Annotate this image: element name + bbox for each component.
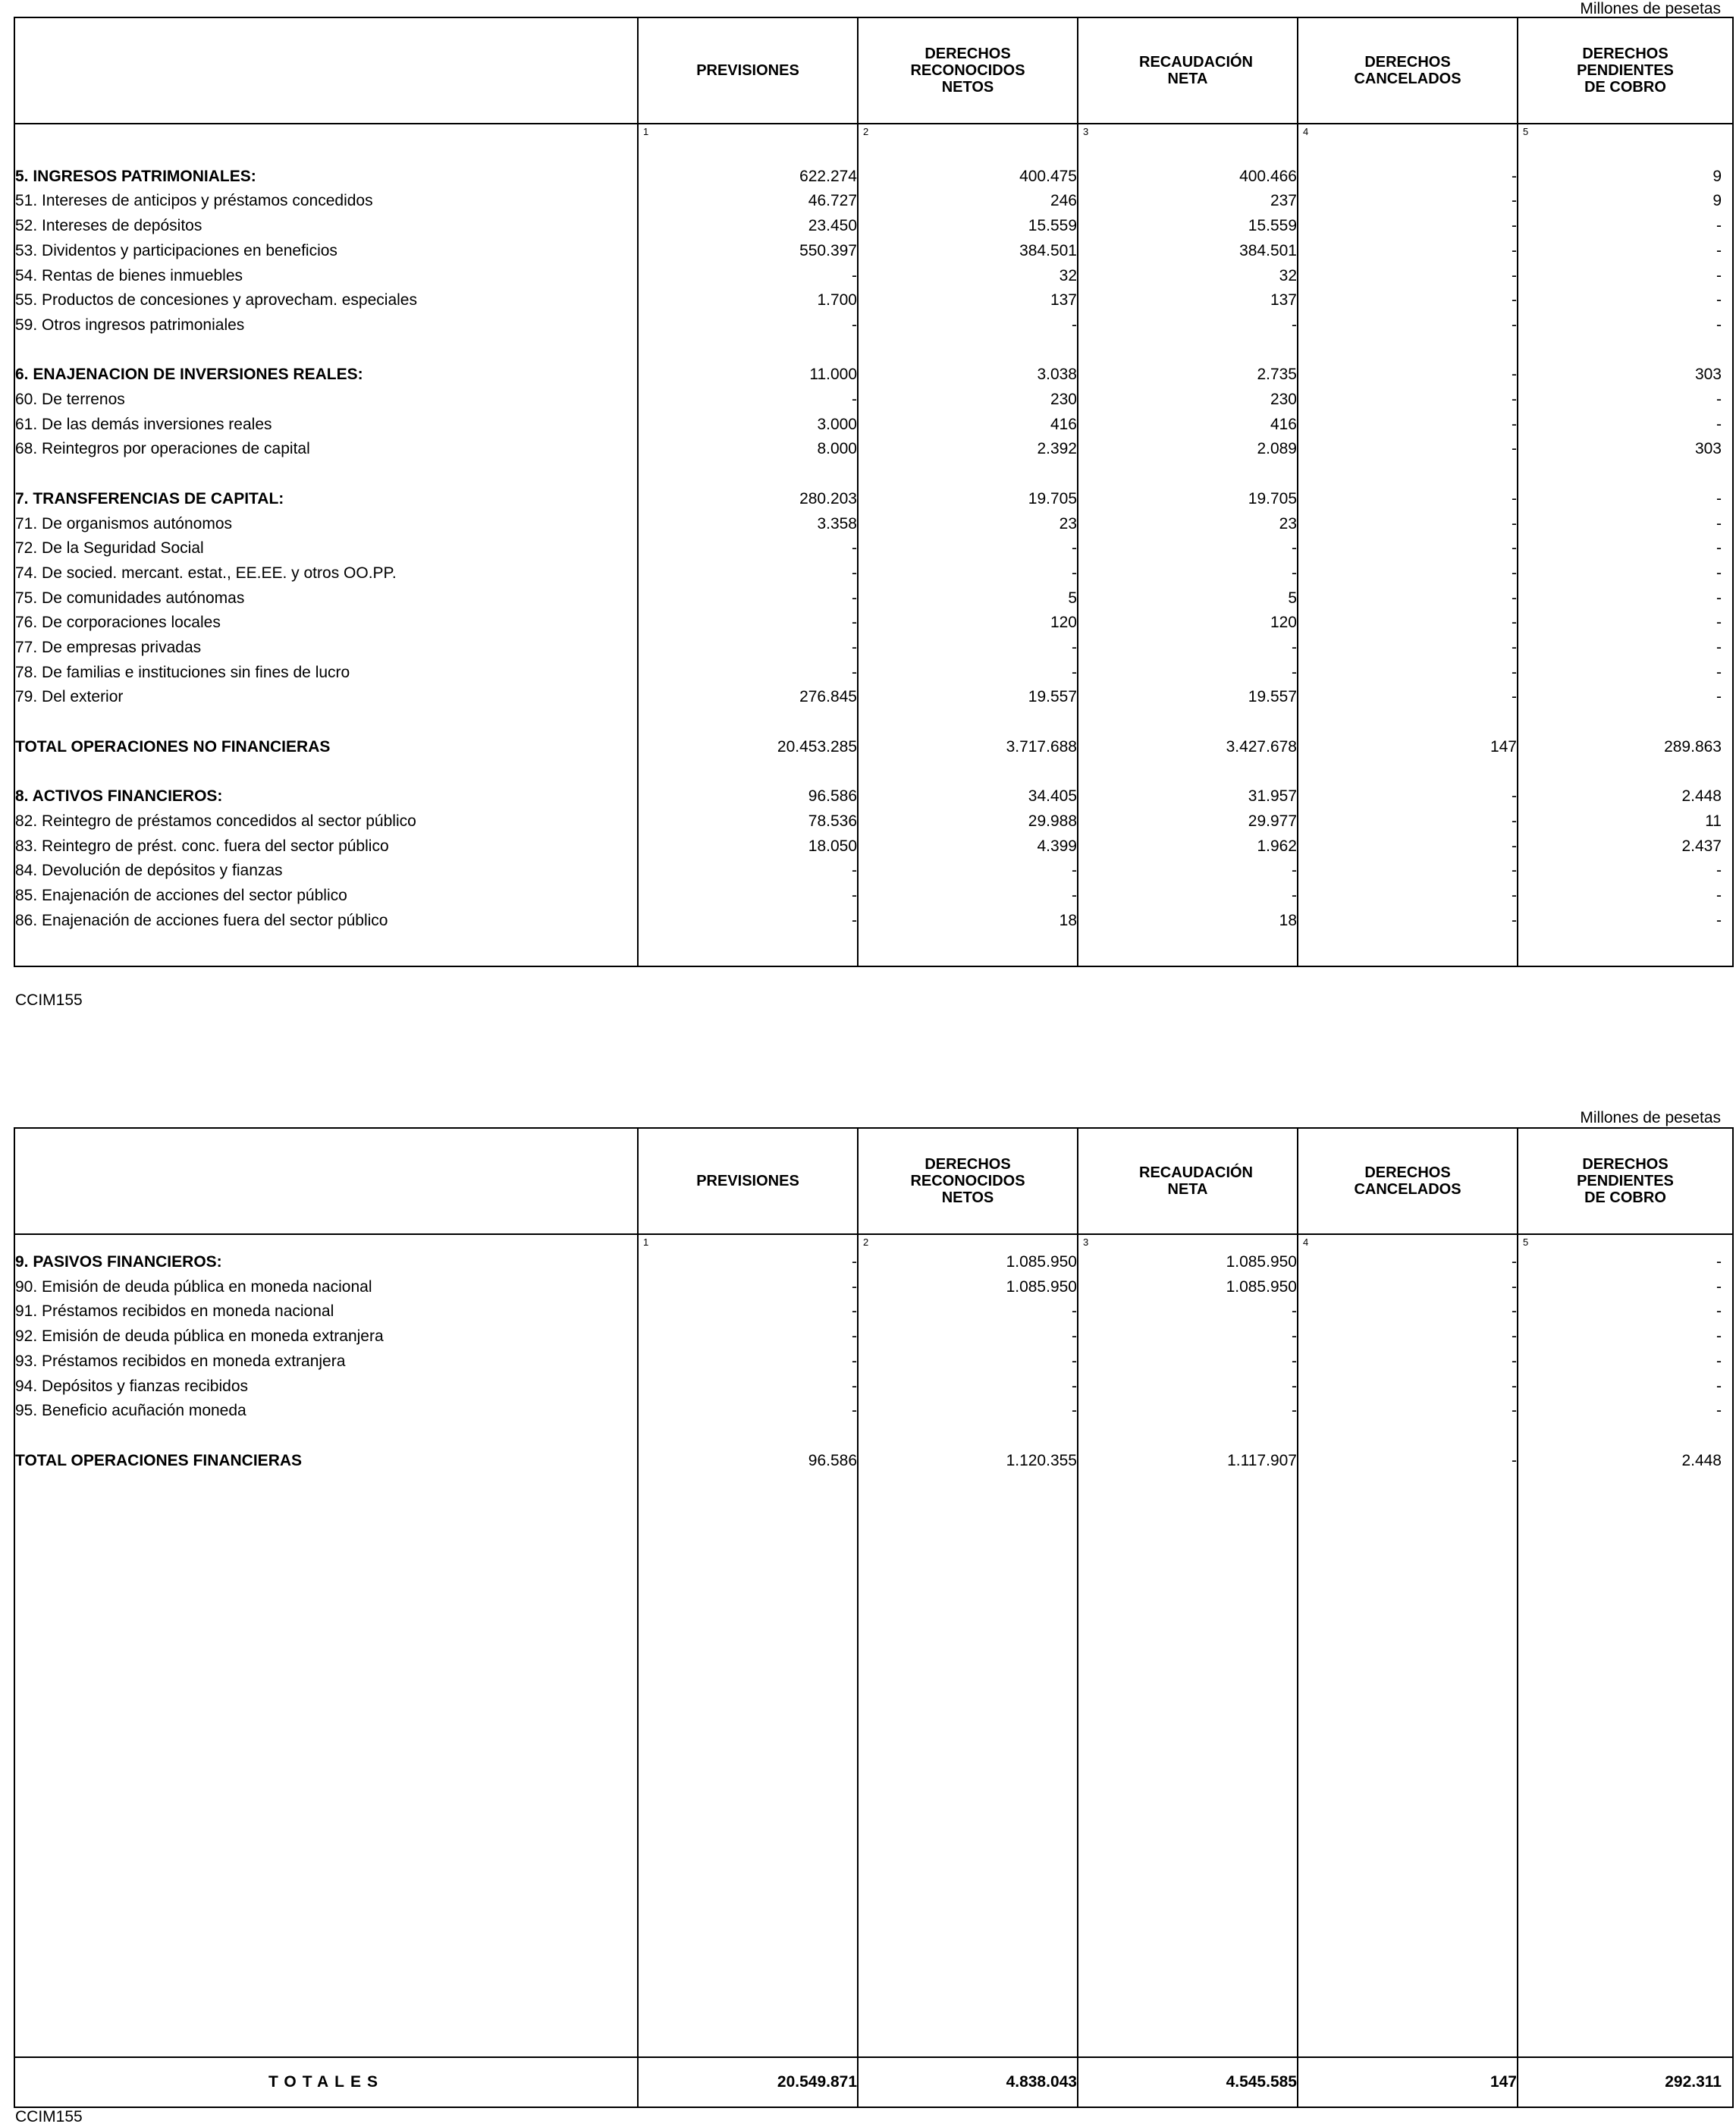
spacer-row	[14, 462, 1733, 487]
row-label: TOTAL OPERACIONES FINANCIERAS	[14, 1449, 638, 1474]
column-number: 5	[1523, 126, 1529, 137]
totales-label: TOTALES	[14, 2057, 638, 2107]
cell-value: -	[1298, 685, 1518, 710]
header-derechos-cancelados: DERECHOS CANCELADOS	[1298, 1128, 1518, 1234]
cell-value: -	[1298, 536, 1518, 561]
cell-value: -	[1078, 1324, 1298, 1349]
table-row	[14, 611, 1733, 636]
row-label: 54. Rentas de bienes inmuebles	[14, 264, 638, 289]
cell-value: -	[638, 636, 858, 661]
cell-value: -	[858, 1375, 1078, 1400]
cell-value: 32	[858, 264, 1078, 289]
table-row	[14, 834, 1733, 859]
header-derechos-reconocidos: DERECHOS RECONOCIDOS NETOS	[858, 1128, 1078, 1234]
table-row	[14, 189, 1733, 214]
cell-value: -	[1298, 1299, 1518, 1324]
cell-value: -	[1298, 363, 1518, 388]
cell-value: -	[1078, 561, 1298, 586]
cell-value: -	[1298, 437, 1518, 462]
table-row	[14, 859, 1733, 884]
row-label: 83. Reintegro de prést. conc. fuera del sector público	[14, 834, 638, 859]
cell-value: 2.089	[1078, 437, 1298, 462]
cell-value: -	[858, 636, 1078, 661]
column-number: 4	[1303, 126, 1309, 137]
cell-value: 4.399	[858, 834, 1078, 859]
cell-value: -	[858, 536, 1078, 561]
cell-value: 5	[858, 586, 1078, 611]
cell-value: -	[1518, 214, 1733, 239]
category-row	[14, 487, 1733, 512]
revenue-table-1	[14, 17, 1734, 967]
empty-space-row	[14, 1473, 1733, 2057]
row-label: 68. Reintegros por operaciones de capital	[14, 437, 638, 462]
cell-value: 276.845	[638, 685, 858, 710]
table-row	[14, 561, 1733, 586]
table-row	[14, 413, 1733, 438]
cell-value: -	[1518, 264, 1733, 289]
cell-value: 1.085.950	[858, 1275, 1078, 1300]
cell-value: -	[1298, 1399, 1518, 1424]
cell-value: -	[1298, 487, 1518, 512]
table-row	[14, 685, 1733, 710]
cell-value: -	[1518, 388, 1733, 413]
row-label: 51. Intereses de anticipos y préstamos concedidos	[14, 189, 638, 214]
units-label: Millones de pesetas	[1580, 1109, 1721, 1126]
cell-value: -	[858, 1324, 1078, 1349]
cell-value: -	[1298, 611, 1518, 636]
cell-value: -	[1518, 1375, 1733, 1400]
cell-value: -	[1298, 884, 1518, 909]
cell-value: 1.117.907	[1078, 1449, 1298, 1474]
cell-value: 1.085.950	[1078, 1275, 1298, 1300]
cell-value: -	[1518, 1275, 1733, 1300]
cell-value: -	[638, 1349, 858, 1375]
cell-value: -	[1298, 586, 1518, 611]
row-label: 5. INGRESOS PATRIMONIALES:	[14, 165, 638, 190]
totales-value: 147	[1298, 2057, 1518, 2107]
table-row	[14, 661, 1733, 686]
units-label: Millones de pesetas	[1580, 0, 1721, 17]
cell-value: -	[1298, 1250, 1518, 1275]
cell-value: 2.735	[1078, 363, 1298, 388]
cell-value: -	[1518, 884, 1733, 909]
cell-value: -	[1518, 685, 1733, 710]
cell-value: 230	[858, 388, 1078, 413]
table-row	[14, 512, 1733, 537]
cell-value: -	[1518, 859, 1733, 884]
row-label: 82. Reintegro de préstamos concedidos al sector público	[14, 809, 638, 834]
cell-value: 9	[1518, 165, 1733, 190]
cell-value: 303	[1518, 363, 1733, 388]
cell-value: 1.962	[1078, 834, 1298, 859]
header-recaudacion: RECAUDACIÓN NETA	[1078, 1128, 1298, 1234]
cell-value: 31.957	[1078, 784, 1298, 809]
header-concept	[14, 17, 638, 124]
revenue-table-2	[14, 1127, 1734, 2108]
cell-value: -	[1518, 1250, 1733, 1275]
cell-value: 3.358	[638, 512, 858, 537]
table-row	[14, 388, 1733, 413]
cell-value: 5	[1078, 586, 1298, 611]
cell-value: 1.085.950	[858, 1250, 1078, 1275]
cell-value: -	[638, 1250, 858, 1275]
row-label: 61. De las demás inversiones reales	[14, 413, 638, 438]
table-row	[14, 909, 1733, 934]
cell-value: 18	[858, 909, 1078, 934]
cell-value: 23	[1078, 512, 1298, 537]
cell-value: -	[638, 859, 858, 884]
cell-value: -	[1078, 313, 1298, 338]
cell-value: 18	[1078, 909, 1298, 934]
cell-value: 2.392	[858, 437, 1078, 462]
cell-value: 19.557	[858, 685, 1078, 710]
column-number: 3	[1083, 1236, 1089, 1248]
total-row	[14, 735, 1733, 760]
table-row	[14, 239, 1733, 264]
cell-value: -	[1518, 1399, 1733, 1424]
cell-value: -	[1298, 809, 1518, 834]
cell-value: -	[1518, 512, 1733, 537]
row-label: 91. Préstamos recibidos en moneda nacional	[14, 1299, 638, 1324]
cell-value: -	[1298, 784, 1518, 809]
cell-value: -	[1518, 611, 1733, 636]
cell-value: -	[1298, 264, 1518, 289]
header-derechos-cancelados: DERECHOS CANCELADOS	[1298, 17, 1518, 124]
cell-value: -	[1518, 561, 1733, 586]
header-concept	[14, 1128, 638, 1234]
cell-value: -	[858, 1349, 1078, 1375]
cell-value: 120	[1078, 611, 1298, 636]
cell-value: 15.559	[858, 214, 1078, 239]
row-label: 78. De familias e instituciones sin fines de lucro	[14, 661, 638, 686]
cell-value: -	[638, 388, 858, 413]
cell-value: 78.536	[638, 809, 858, 834]
column-number-row	[14, 1234, 1733, 1250]
cell-value: -	[858, 661, 1078, 686]
cell-value: -	[858, 859, 1078, 884]
cell-value: 19.557	[1078, 685, 1298, 710]
cell-value: 147	[1298, 735, 1518, 760]
cell-value: -	[1518, 1349, 1733, 1375]
cell-value: 3.717.688	[858, 735, 1078, 760]
cell-value: 280.203	[638, 487, 858, 512]
table-row	[14, 1275, 1733, 1300]
cell-value: -	[1518, 661, 1733, 686]
column-number-row	[14, 124, 1733, 140]
cell-value: -	[1518, 586, 1733, 611]
cell-value: -	[1298, 834, 1518, 859]
column-number: 1	[643, 126, 649, 137]
table-row	[14, 1299, 1733, 1324]
row-label: 77. De empresas privadas	[14, 636, 638, 661]
column-number: 4	[1303, 1236, 1309, 1248]
cell-value: -	[1078, 1399, 1298, 1424]
row-label: 93. Préstamos recibidos en moneda extranjera	[14, 1349, 638, 1375]
cell-value: 29.977	[1078, 809, 1298, 834]
cell-value: -	[638, 313, 858, 338]
column-number: 5	[1523, 1236, 1529, 1248]
cell-value: 120	[858, 611, 1078, 636]
cell-value: -	[858, 884, 1078, 909]
cell-value: -	[1078, 636, 1298, 661]
cell-value: -	[1298, 165, 1518, 190]
cell-value: -	[638, 1275, 858, 1300]
cell-value: -	[1518, 1324, 1733, 1349]
cell-value: 1.085.950	[1078, 1250, 1298, 1275]
cell-value: -	[1298, 288, 1518, 313]
cell-value: 15.559	[1078, 214, 1298, 239]
cell-value: -	[638, 561, 858, 586]
cell-value: 237	[1078, 189, 1298, 214]
table-row	[14, 586, 1733, 611]
cell-value: -	[638, 909, 858, 934]
totales-value: 292.311	[1518, 2057, 1733, 2107]
table-row	[14, 809, 1733, 834]
row-label: 86. Enajenación de acciones fuera del sector público	[14, 909, 638, 934]
cell-value: -	[1078, 1299, 1298, 1324]
cell-value: 622.274	[638, 165, 858, 190]
cell-value: 32	[1078, 264, 1298, 289]
cell-value: -	[1518, 413, 1733, 438]
row-label: 72. De la Seguridad Social	[14, 536, 638, 561]
cell-value: 8.000	[638, 437, 858, 462]
table-row	[14, 1349, 1733, 1375]
cell-value: -	[1298, 313, 1518, 338]
cell-value: 29.988	[858, 809, 1078, 834]
cell-value: -	[1298, 1349, 1518, 1375]
cell-value: -	[1298, 214, 1518, 239]
cell-value: -	[638, 661, 858, 686]
cell-value: -	[1518, 239, 1733, 264]
cell-value: -	[638, 536, 858, 561]
cell-value: -	[1518, 487, 1733, 512]
row-label: 6. ENAJENACION DE INVERSIONES REALES:	[14, 363, 638, 388]
row-label: 52. Intereses de depósitos	[14, 214, 638, 239]
row-label: 71. De organismos autónomos	[14, 512, 638, 537]
row-label: 7. TRANSFERENCIAS DE CAPITAL:	[14, 487, 638, 512]
row-label: 90. Emisión de deuda pública en moneda nacional	[14, 1275, 638, 1300]
total-row	[14, 1449, 1733, 1474]
cell-value: 19.705	[858, 487, 1078, 512]
cell-value: 400.466	[1078, 165, 1298, 190]
cell-value: -	[1298, 1375, 1518, 1400]
cell-value: -	[858, 1299, 1078, 1324]
cell-value: -	[1298, 512, 1518, 537]
cell-value: 18.050	[638, 834, 858, 859]
cell-value: 137	[1078, 288, 1298, 313]
cell-value: -	[638, 264, 858, 289]
cell-value: -	[638, 586, 858, 611]
cell-value: -	[1518, 1299, 1733, 1324]
cell-value: -	[638, 884, 858, 909]
cell-value: -	[1298, 1275, 1518, 1300]
cell-value: -	[1078, 859, 1298, 884]
page-code: CCIM155	[15, 991, 83, 1009]
header-previsiones: PREVISIONES	[638, 1128, 858, 1234]
cell-value: -	[1298, 859, 1518, 884]
cell-value: -	[1518, 636, 1733, 661]
cell-value: 20.453.285	[638, 735, 858, 760]
totales-value: 4.838.043	[858, 2057, 1078, 2107]
cell-value: -	[1298, 388, 1518, 413]
totales-value: 4.545.585	[1078, 2057, 1298, 2107]
cell-value: 416	[858, 413, 1078, 438]
header-derechos-pendientes: DERECHOS PENDIENTES DE COBRO	[1518, 17, 1733, 124]
header-previsiones: PREVISIONES	[638, 17, 858, 124]
cell-value: 416	[1078, 413, 1298, 438]
cell-value: 19.705	[1078, 487, 1298, 512]
cell-value: -	[638, 1399, 858, 1424]
cell-value: -	[1298, 1449, 1518, 1474]
table-row	[14, 264, 1733, 289]
row-label: 76. De corporaciones locales	[14, 611, 638, 636]
cell-value: 2.437	[1518, 834, 1733, 859]
cell-value: 230	[1078, 388, 1298, 413]
cell-value: -	[1298, 413, 1518, 438]
cell-value: -	[1078, 1375, 1298, 1400]
category-row	[14, 165, 1733, 190]
cell-value: -	[1298, 636, 1518, 661]
spacer-row	[14, 933, 1733, 966]
table-row	[14, 536, 1733, 561]
cell-value: 2.448	[1518, 1449, 1733, 1474]
table-row	[14, 288, 1733, 313]
spacer-row	[14, 338, 1733, 363]
cell-value: -	[858, 1399, 1078, 1424]
cell-value: 96.586	[638, 1449, 858, 1474]
row-label: 60. De terrenos	[14, 388, 638, 413]
row-label: 84. Devolución de depósitos y fianzas	[14, 859, 638, 884]
row-label: 59. Otros ingresos patrimoniales	[14, 313, 638, 338]
row-label: 79. Del exterior	[14, 685, 638, 710]
cell-value: 3.427.678	[1078, 735, 1298, 760]
row-label: 55. Productos de concesiones y aprovecham. especiales	[14, 288, 638, 313]
cell-value: 96.586	[638, 784, 858, 809]
cell-value: 34.405	[858, 784, 1078, 809]
column-number: 1	[643, 1236, 649, 1248]
cell-value: -	[1298, 239, 1518, 264]
row-label: 75. De comunidades autónomas	[14, 586, 638, 611]
table-row	[14, 313, 1733, 338]
cell-value: -	[1298, 661, 1518, 686]
cell-value: 1.120.355	[858, 1449, 1078, 1474]
page-code: CCIM155	[15, 2108, 83, 2125]
cell-value: -	[1518, 288, 1733, 313]
table-row	[14, 636, 1733, 661]
cell-value: -	[1078, 884, 1298, 909]
header-derechos-pendientes: DERECHOS PENDIENTES DE COBRO	[1518, 1128, 1733, 1234]
cell-value: -	[1298, 561, 1518, 586]
row-label: 8. ACTIVOS FINANCIEROS:	[14, 784, 638, 809]
column-number: 3	[1083, 126, 1089, 137]
column-number: 2	[863, 126, 869, 137]
cell-value: 246	[858, 189, 1078, 214]
cell-value: 3.038	[858, 363, 1078, 388]
spacer-row	[14, 1424, 1733, 1449]
cell-value: -	[1078, 536, 1298, 561]
row-label: 53. Dividentos y participaciones en beneficios	[14, 239, 638, 264]
cell-value: 1.700	[638, 288, 858, 313]
cell-value: -	[1298, 1324, 1518, 1349]
cell-value: 11	[1518, 809, 1733, 834]
cell-value: -	[638, 1324, 858, 1349]
row-label: 94. Depósitos y fianzas recibidos	[14, 1375, 638, 1400]
spacer-row	[14, 710, 1733, 735]
category-row	[14, 784, 1733, 809]
cell-value: -	[638, 1299, 858, 1324]
cell-value: -	[1518, 313, 1733, 338]
cell-value: -	[1518, 909, 1733, 934]
cell-value: 11.000	[638, 363, 858, 388]
column-number: 2	[863, 1236, 869, 1248]
cell-value: 384.501	[1078, 239, 1298, 264]
cell-value: -	[1518, 536, 1733, 561]
cell-value: -	[858, 561, 1078, 586]
cell-value: -	[1298, 909, 1518, 934]
cell-value: -	[858, 313, 1078, 338]
table-row	[14, 884, 1733, 909]
cell-value: 2.448	[1518, 784, 1733, 809]
cell-value: 23	[858, 512, 1078, 537]
row-label: 85. Enajenación de acciones del sector público	[14, 884, 638, 909]
category-row	[14, 363, 1733, 388]
cell-value: 9	[1518, 189, 1733, 214]
table-row	[14, 214, 1733, 239]
cell-value: 46.727	[638, 189, 858, 214]
cell-value: -	[638, 611, 858, 636]
cell-value: 384.501	[858, 239, 1078, 264]
table-row	[14, 1399, 1733, 1424]
totales-value: 20.549.871	[638, 2057, 858, 2107]
cell-value: -	[1298, 189, 1518, 214]
header-recaudacion: RECAUDACIÓN NETA	[1078, 17, 1298, 124]
cell-value: 137	[858, 288, 1078, 313]
cell-value: -	[1078, 1349, 1298, 1375]
row-label: 74. De socied. mercant. estat., EE.EE. y otros OO.PP.	[14, 561, 638, 586]
spacer-row	[14, 760, 1733, 785]
row-label: TOTAL OPERACIONES NO FINANCIERAS	[14, 735, 638, 760]
cell-value: 550.397	[638, 239, 858, 264]
cell-value: -	[638, 1375, 858, 1400]
totales-row	[14, 2057, 1733, 2107]
cell-value: 289.863	[1518, 735, 1733, 760]
cell-value: 23.450	[638, 214, 858, 239]
row-label: 9. PASIVOS FINANCIEROS:	[14, 1250, 638, 1275]
header-derechos-reconocidos: DERECHOS RECONOCIDOS NETOS	[858, 17, 1078, 124]
cell-value: -	[1078, 661, 1298, 686]
table-row	[14, 437, 1733, 462]
cell-value: 3.000	[638, 413, 858, 438]
cell-value: 303	[1518, 437, 1733, 462]
table-row	[14, 1375, 1733, 1400]
row-label: 92. Emisión de deuda pública en moneda extranjera	[14, 1324, 638, 1349]
row-label: 95. Beneficio acuñación moneda	[14, 1399, 638, 1424]
cell-value: 400.475	[858, 165, 1078, 190]
category-row	[14, 1250, 1733, 1275]
table-row	[14, 1324, 1733, 1349]
